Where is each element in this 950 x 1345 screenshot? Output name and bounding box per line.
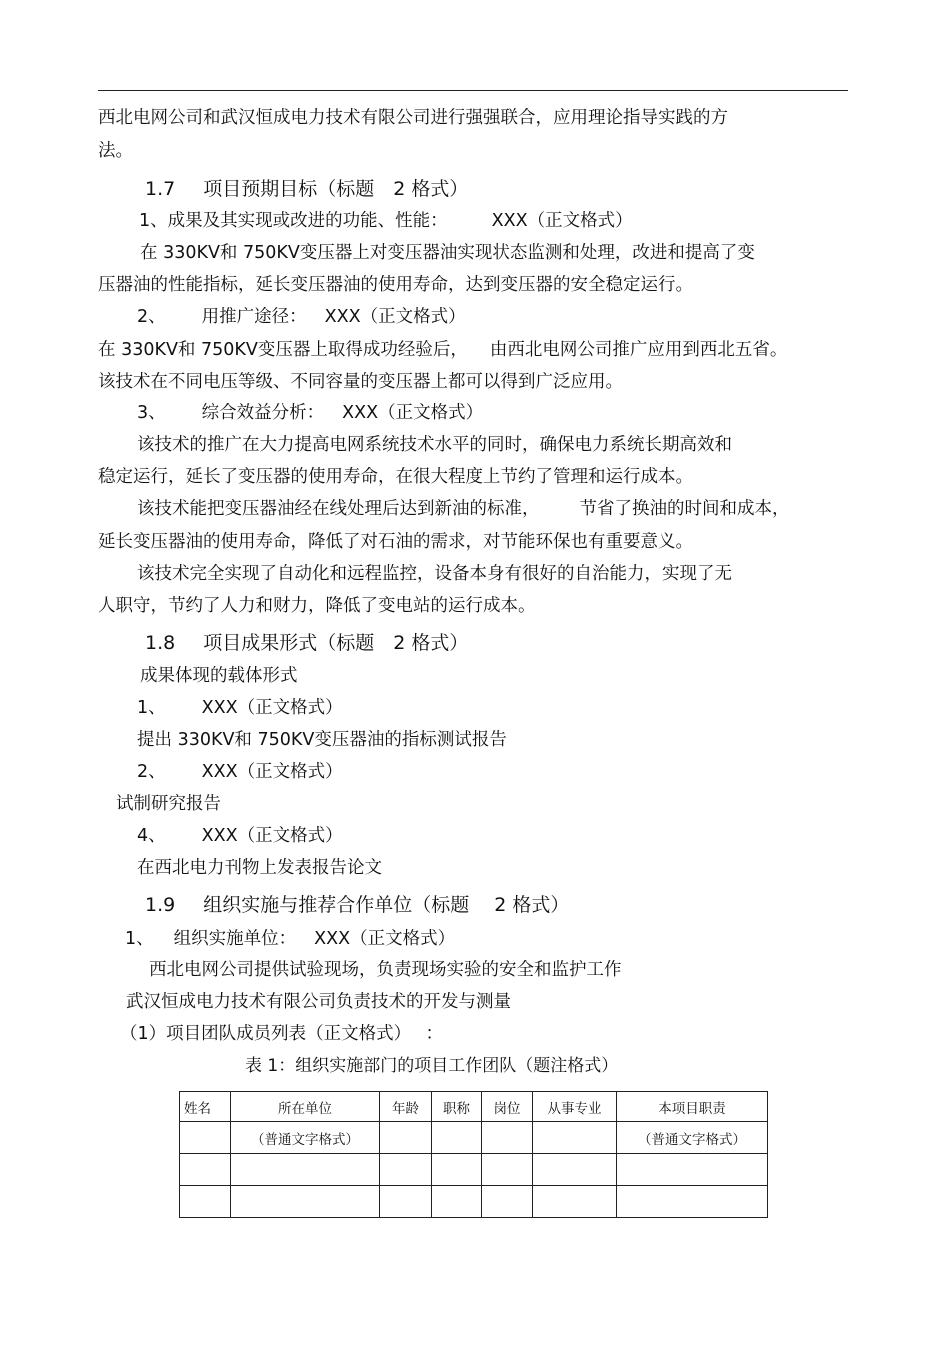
goal-item-3 bbox=[137, 401, 483, 425]
goal-item-1 bbox=[139, 209, 633, 233]
table-header-cell: 年龄 bbox=[380, 1092, 432, 1122]
table-cell bbox=[380, 1186, 432, 1218]
table-cell bbox=[533, 1186, 617, 1218]
goal-item-2-para-1 bbox=[98, 338, 787, 362]
table-header-cell: 本项目职责 bbox=[617, 1092, 768, 1122]
heading-title: 项目预期目标（标题 2 格式） bbox=[203, 178, 469, 200]
header-rule bbox=[98, 90, 848, 91]
table-header-cell: 从事专业 bbox=[533, 1092, 617, 1122]
goal-item-1-label: 1、成果及其实现或改进的功能、性能： bbox=[139, 211, 448, 231]
goal-item-3-para-1: 该技术的推广在大力提高电网系统技术水平的同时，确保电力系统长期高效和 bbox=[137, 435, 732, 455]
goal-item-3-para-5: 该技术完全实现了自动化和远程监控，设备本身有很好的自治能力，实现了无 bbox=[137, 564, 732, 584]
heading-number: 1.9 bbox=[145, 894, 176, 916]
org-unit-label: 组织实施单位： bbox=[173, 929, 297, 949]
org-unit-para-2: 武汉恒成电力技术有限公司负责技术的开发与测量 bbox=[126, 992, 511, 1012]
goal-item-1-para-1: 在 330KV和 750KV变压器上对变压器油实现状态监测和处理，改进和提高了变 bbox=[140, 243, 755, 263]
result-item-2-value: XXX（正文格式） bbox=[201, 762, 343, 782]
org-unit-item bbox=[125, 927, 455, 951]
para-part-b: 由西北电网公司推广应用到西北五省。 bbox=[489, 340, 788, 360]
goal-item-3-para-4: 延长变压器油的使用寿命，降低了对石油的需求，对节能环保也有重要意义。 bbox=[98, 532, 693, 552]
table-row bbox=[180, 1186, 768, 1218]
result-item-4-text: 在西北电力刊物上发表报告论文 bbox=[137, 858, 382, 878]
table-cell bbox=[533, 1154, 617, 1186]
results-subtitle: 成果体现的载体形式 bbox=[140, 666, 298, 686]
goal-item-2-number: 2、 bbox=[137, 307, 166, 327]
result-item-1 bbox=[137, 696, 343, 720]
heading-1-8 bbox=[145, 631, 468, 655]
table-cell bbox=[533, 1122, 617, 1154]
intro-line-1: 西北电网公司和武汉恒成电力技术有限公司进行强强联合，应用理论指导实践的方 bbox=[98, 108, 728, 128]
table-cell bbox=[380, 1122, 432, 1154]
org-unit-value: XXX（正文格式） bbox=[314, 929, 456, 949]
org-unit-para-1: 西北电网公司提供试验现场，负责现场实验的安全和监护工作 bbox=[149, 960, 622, 980]
table-header-row bbox=[180, 1092, 768, 1122]
table-header-cell: 职称 bbox=[432, 1092, 482, 1122]
goal-item-3-value: XXX（正文格式） bbox=[342, 403, 484, 423]
table-cell bbox=[180, 1186, 231, 1218]
table-cell bbox=[432, 1154, 482, 1186]
table-cell bbox=[482, 1154, 533, 1186]
heading-1-9 bbox=[145, 893, 569, 917]
para-part-a: 该技术能把变压器油经在线处理后达到新油的标准， bbox=[137, 499, 540, 519]
goal-item-3-para-6: 人职守，节约了人力和财力，降低了变电站的运行成本。 bbox=[98, 596, 536, 616]
result-item-4-number: 4、 bbox=[137, 826, 166, 846]
goal-item-2-label: 用推广途径： bbox=[201, 307, 307, 327]
table-cell bbox=[482, 1186, 533, 1218]
goal-item-2 bbox=[137, 305, 466, 329]
goal-item-3-label: 综合效益分析： bbox=[201, 403, 325, 423]
heading-number: 1.8 bbox=[145, 632, 176, 654]
table-cell bbox=[617, 1186, 768, 1218]
heading-title: 项目成果形式（标题 2 格式） bbox=[203, 632, 469, 654]
intro-line-2: 法。 bbox=[98, 141, 133, 161]
table-header-cell: 所在单位 bbox=[231, 1092, 380, 1122]
result-item-1-value: XXX（正文格式） bbox=[201, 698, 343, 718]
goal-item-1-para-2: 压器油的性能指标，延长变压器油的使用寿命，达到变压器的安全稳定运行。 bbox=[98, 275, 693, 295]
org-unit-number: 1、 bbox=[125, 929, 154, 949]
result-item-1-text: 提出 330KV和 750KV变压器油的指标测试报告 bbox=[137, 730, 507, 750]
table-cell bbox=[380, 1154, 432, 1186]
team-list-label: （1）项目团队成员列表（正文格式） ： bbox=[120, 1024, 443, 1044]
para-part-a: 在 330KV和 750KV变压器上取得成功经验后， bbox=[98, 340, 468, 360]
goal-item-2-para-2: 该技术在不同电压等级、不同容量的变压器上都可以得到广泛应用。 bbox=[98, 372, 623, 392]
result-item-1-number: 1、 bbox=[137, 698, 166, 718]
table-cell: （普通文字格式） bbox=[617, 1122, 768, 1154]
heading-number: 1.7 bbox=[145, 178, 176, 200]
para-part-b: 节省了换油的时间和成本， bbox=[579, 499, 790, 519]
team-table bbox=[179, 1091, 768, 1218]
result-item-2 bbox=[137, 760, 343, 784]
goal-item-2-value: XXX（正文格式） bbox=[324, 307, 466, 327]
table-cell bbox=[180, 1122, 231, 1154]
table-row bbox=[180, 1154, 768, 1186]
table-cell bbox=[231, 1186, 380, 1218]
table-cell bbox=[432, 1122, 482, 1154]
table-cell bbox=[180, 1154, 231, 1186]
result-item-2-text: 试制研究报告 bbox=[116, 794, 221, 814]
result-item-4-value: XXX（正文格式） bbox=[201, 826, 343, 846]
table-caption: 表 1：组织实施部门的项目工作团队（题注格式） bbox=[245, 1056, 619, 1076]
goal-item-3-para-3 bbox=[137, 497, 790, 521]
table-header-cell: 姓名 bbox=[180, 1092, 231, 1122]
goal-item-1-value: XXX（正文格式） bbox=[491, 211, 633, 231]
table-cell bbox=[231, 1154, 380, 1186]
table-cell bbox=[482, 1122, 533, 1154]
heading-1-7 bbox=[145, 177, 468, 201]
result-item-4 bbox=[137, 824, 343, 848]
heading-title: 组织实施与推荐合作单位（标题 2 格式） bbox=[203, 894, 570, 916]
table-cell bbox=[617, 1154, 768, 1186]
table-header-cell: 岗位 bbox=[482, 1092, 533, 1122]
table-row bbox=[180, 1122, 768, 1154]
result-item-2-number: 2、 bbox=[137, 762, 166, 782]
goal-item-3-number: 3、 bbox=[137, 403, 166, 423]
table-cell: （普通文字格式） bbox=[231, 1122, 380, 1154]
goal-item-3-para-2: 稳定运行，延长了变压器的使用寿命，在很大程度上节约了管理和运行成本。 bbox=[98, 467, 693, 487]
table-cell bbox=[432, 1186, 482, 1218]
